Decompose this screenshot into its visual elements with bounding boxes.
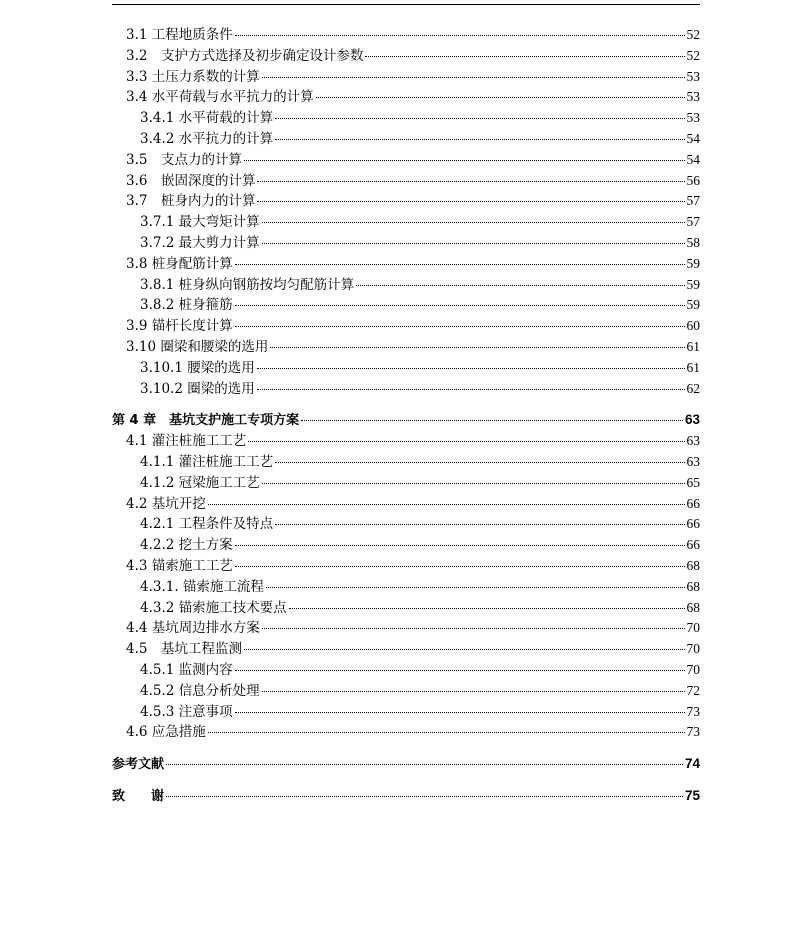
toc-entry[interactable] [112, 212, 700, 233]
toc-entry-title: 3.10.1 腰梁的选用 [140, 359, 255, 376]
toc-entry[interactable] [112, 681, 700, 702]
toc-entry[interactable] [112, 722, 700, 743]
toc-entry[interactable] [112, 129, 700, 150]
table-of-contents [112, 25, 700, 807]
toc-entry[interactable] [112, 191, 700, 212]
toc-dot-leader [257, 389, 685, 390]
toc-dot-leader [262, 691, 685, 692]
toc-entry-title: 4.5.2 信息分析处理 [140, 682, 260, 699]
toc-spacer [112, 399, 700, 410]
toc-page-number: 66 [686, 516, 700, 532]
toc-entry-title: 3.2 支护方式选择及初步确定设计参数 [126, 47, 364, 64]
toc-dot-leader [262, 77, 685, 78]
toc-dot-leader [257, 201, 684, 202]
toc-entry[interactable] [112, 295, 700, 316]
toc-dot-leader [301, 420, 683, 421]
toc-page-number: 68 [686, 599, 700, 615]
toc-entry[interactable] [112, 556, 700, 577]
toc-page-number: 62 [686, 380, 700, 396]
toc-entry-title: 3.7 桩身内力的计算 [126, 193, 256, 210]
toc-page-number: 54 [686, 151, 700, 167]
toc-page-number: 73 [686, 724, 700, 740]
toc-page-number: 75 [684, 787, 700, 803]
toc-entry-title: 3.4.1 水平荷载的计算 [140, 110, 274, 127]
toc-dot-leader [262, 483, 685, 484]
toc-entry[interactable] [112, 337, 700, 358]
toc-entry-title: 3.1 工程地质条件 [126, 27, 233, 43]
toc-entry-title: 3.10.2 圈梁的选用 [140, 380, 255, 397]
toc-entry-title: 4.4 基坑周边排水方案 [126, 620, 260, 637]
toc-entry-title: 4.6 应急措施 [126, 724, 206, 741]
toc-dot-leader [235, 670, 685, 671]
toc-dot-leader [244, 649, 685, 650]
toc-dot-leader [235, 305, 685, 306]
toc-page-number: 59 [686, 255, 700, 271]
toc-dot-leader [275, 524, 684, 525]
toc-page-number: 63 [684, 412, 700, 428]
toc-entry-title: 3.3 土压力系数的计算 [126, 68, 260, 85]
toc-dot-leader [235, 326, 685, 327]
toc-dot-leader [275, 139, 684, 140]
toc-dot-leader [262, 222, 685, 223]
toc-entry-title: 3.7.1 最大弯矩计算 [140, 214, 260, 231]
toc-page-number: 59 [686, 297, 700, 313]
toc-entry[interactable] [112, 431, 700, 452]
toc-entry[interactable] [112, 67, 700, 88]
toc-page-number: 53 [686, 68, 700, 84]
toc-dot-leader [235, 566, 685, 567]
toc-entry[interactable] [112, 171, 700, 192]
toc-page-number: 63 [686, 453, 700, 469]
toc-entry-title: 第 4 章 基坑支护施工专项方案 [112, 413, 300, 429]
toc-dot-leader [289, 608, 685, 609]
toc-chapter-entry[interactable] [112, 786, 700, 807]
toc-page-number: 60 [686, 318, 700, 334]
toc-page-number: 54 [686, 130, 700, 146]
toc-entry-title: 3.9 锚杆长度计算 [126, 318, 233, 335]
toc-entry[interactable] [112, 618, 700, 639]
toc-entry-title: 4.5.3 注意事项 [140, 703, 233, 720]
toc-page-number: 74 [684, 756, 700, 772]
toc-entry-title: 3.10 圈梁和腰梁的选用 [126, 338, 269, 355]
toc-dot-leader [257, 181, 684, 182]
header-rule [112, 4, 700, 5]
toc-dot-leader [235, 712, 685, 713]
toc-entry[interactable] [112, 473, 700, 494]
toc-dot-leader [266, 587, 685, 588]
toc-page-number: 70 [686, 661, 700, 677]
toc-page-number: 52 [686, 27, 700, 42]
toc-dot-leader [244, 160, 685, 161]
toc-entry-title: 3.4.2 水平抗力的计算 [140, 130, 274, 147]
toc-entry-title: 3.8 桩身配筋计算 [126, 255, 233, 272]
toc-entry[interactable] [112, 702, 700, 723]
toc-entry-title: 致 谢 [112, 788, 165, 804]
toc-dot-leader [262, 628, 685, 629]
toc-page-number: 72 [686, 682, 700, 698]
toc-page-number: 52 [686, 47, 700, 63]
toc-entry[interactable] [112, 494, 700, 515]
toc-spacer [112, 743, 700, 754]
toc-entry-title: 4.3.2 锚索施工技术要点 [140, 599, 287, 616]
toc-dot-leader [270, 347, 684, 348]
toc-dot-leader [275, 462, 684, 463]
toc-dot-leader [248, 441, 684, 442]
toc-dot-leader [262, 243, 685, 244]
toc-entry[interactable] [112, 514, 700, 535]
toc-entry-title: 参考文献 [112, 757, 165, 773]
toc-entry[interactable] [112, 150, 700, 171]
toc-entry-title: 4.3.1. 锚索施工流程 [140, 578, 264, 595]
toc-entry-title: 4.2.1 工程条件及特点 [140, 516, 274, 533]
toc-page-number: 59 [686, 276, 700, 292]
toc-page-number: 63 [686, 433, 700, 449]
toc-dot-leader [208, 504, 685, 505]
toc-page-number: 73 [686, 703, 700, 719]
toc-entry-title: 4.5.1 监测内容 [140, 661, 233, 678]
toc-entry[interactable] [112, 87, 700, 108]
toc-page-number: 57 [686, 193, 700, 209]
toc-dot-leader [316, 97, 685, 98]
toc-dot-leader [235, 264, 685, 265]
toc-page-number: 53 [686, 110, 700, 126]
toc-entry[interactable] [112, 639, 700, 660]
toc-page-number: 70 [686, 641, 700, 657]
toc-spacer [112, 775, 700, 786]
toc-page-number: 58 [686, 234, 700, 250]
toc-entry[interactable] [112, 379, 700, 400]
toc-dot-leader [356, 285, 684, 286]
toc-dot-leader [235, 545, 685, 546]
toc-page-number: 65 [686, 474, 700, 490]
toc-chapter-entry[interactable] [112, 754, 700, 775]
toc-dot-leader [235, 35, 685, 36]
toc-entry-title: 3.5 支点力的计算 [126, 151, 242, 168]
toc-entry[interactable] [112, 535, 700, 556]
toc-dot-leader [275, 118, 684, 119]
toc-dot-leader [257, 368, 685, 369]
toc-entry[interactable] [112, 660, 700, 681]
toc-entry[interactable] [112, 452, 700, 473]
toc-entry[interactable] [112, 25, 700, 46]
toc-entry[interactable] [112, 275, 700, 296]
toc-entry-title: 4.3 锚索施工工艺 [126, 557, 233, 574]
toc-page-number: 68 [686, 578, 700, 594]
toc-dot-leader [166, 796, 683, 797]
toc-page-number: 57 [686, 214, 700, 230]
toc-entry-title: 3.8.1 桩身纵向钢筋按均匀配筋计算 [140, 276, 355, 293]
toc-entry-title: 3.8.2 桩身箍筋 [140, 297, 233, 314]
toc-chapter-entry[interactable] [112, 410, 700, 431]
toc-page-number: 61 [686, 338, 700, 354]
toc-entry-title: 4.2 基坑开挖 [126, 495, 206, 512]
toc-page-number: 68 [686, 557, 700, 573]
toc-page-number: 53 [686, 89, 700, 105]
toc-dot-leader [365, 56, 684, 57]
toc-entry[interactable] [112, 108, 700, 129]
toc-dot-leader [208, 732, 685, 733]
toc-entry[interactable] [112, 358, 700, 379]
toc-entry[interactable] [112, 598, 700, 619]
toc-entry[interactable] [112, 577, 700, 598]
toc-entry-title: 4.5 基坑工程监测 [126, 641, 242, 658]
toc-entry[interactable] [112, 233, 700, 254]
toc-entry-title: 3.6 嵌固深度的计算 [126, 172, 256, 189]
toc-entry-title: 4.1.1 灌注桩施工工艺 [140, 453, 274, 470]
toc-entry[interactable] [112, 254, 700, 275]
toc-entry-title: 3.4 水平荷载与水平抗力的计算 [126, 89, 314, 106]
toc-page-number: 66 [686, 537, 700, 553]
toc-page-number: 61 [686, 359, 700, 375]
toc-dot-leader [166, 764, 683, 765]
toc-entry[interactable] [112, 316, 700, 337]
toc-page-number: 70 [686, 620, 700, 636]
toc-entry[interactable] [112, 46, 700, 67]
toc-page-number: 56 [686, 172, 700, 188]
toc-entry-title: 3.7.2 最大剪力计算 [140, 234, 260, 251]
toc-entry-title: 4.1.2 冠梁施工工艺 [140, 474, 260, 491]
toc-entry-title: 4.2.2 挖土方案 [140, 537, 233, 554]
toc-page-number: 66 [686, 495, 700, 511]
toc-entry-title: 4.1 灌注桩施工工艺 [126, 433, 247, 450]
